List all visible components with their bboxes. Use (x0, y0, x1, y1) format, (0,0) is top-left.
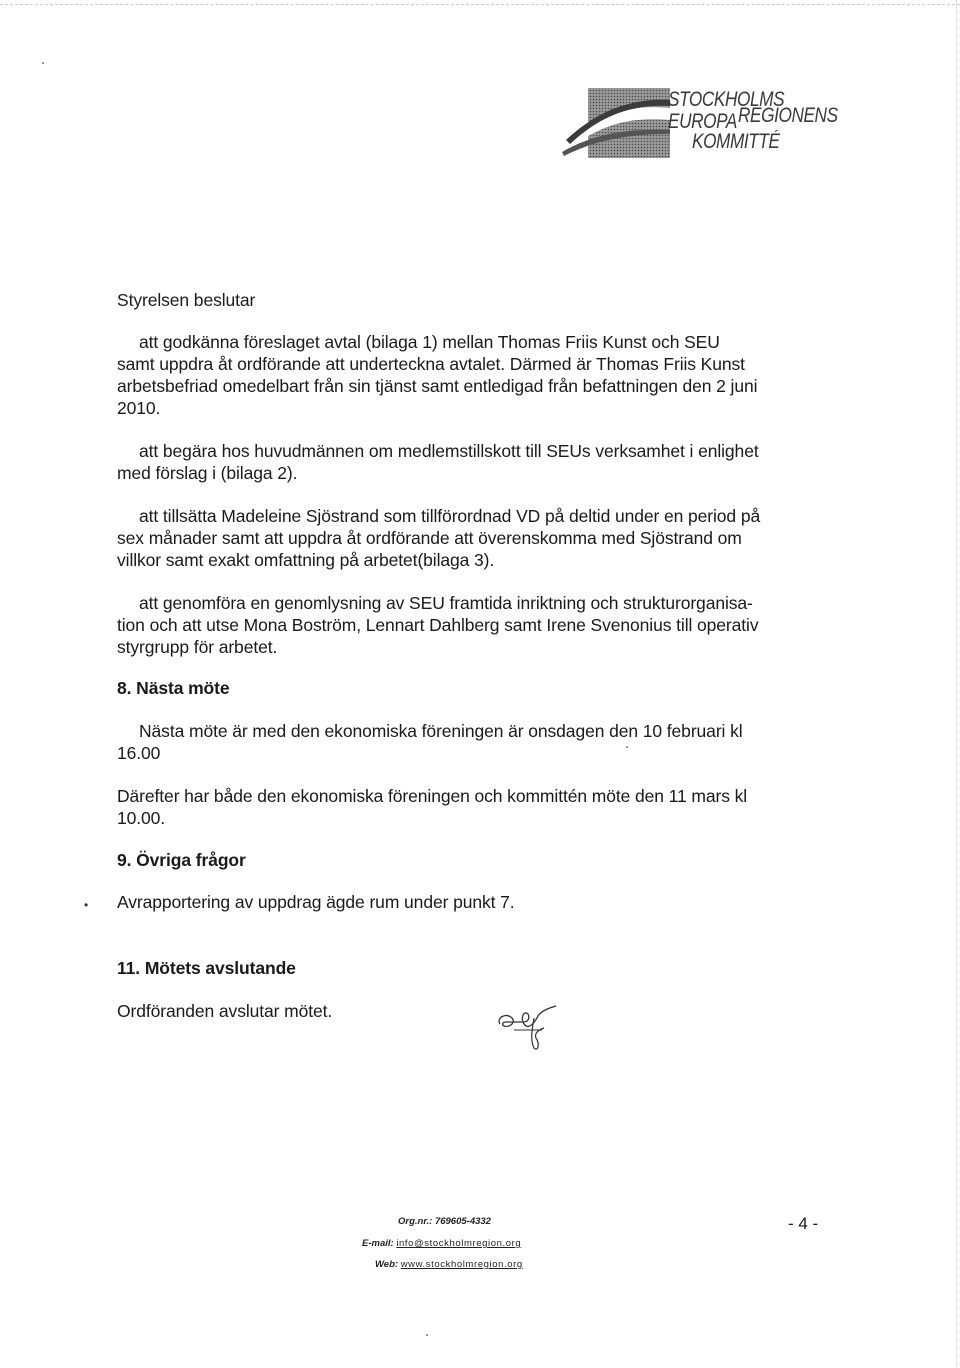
footer-web-link[interactable]: www.stockholmregion.org (400, 1259, 523, 1270)
footer-org-number (398, 1216, 491, 1227)
section-8-paragraph-1-line-2: 16.00 (117, 743, 161, 763)
decision-4-line-3: styrgrupp för arbetet. (117, 637, 278, 657)
decision-1-line-1: att godkänna föreslaget avtal (bilaga 1) mellan Thomas Friis Kunst och SEU (139, 332, 720, 352)
section-11-heading: 11. Mötets avslutande (117, 958, 296, 978)
decision-3-line-3: villkor samt exakt omfattning på arbetet(bilaga 3). (117, 550, 495, 570)
decision-2-line-1: att begära hos huvudmännen om medlemstillskott till SEUs verksamhet i enlighet (139, 441, 759, 461)
logo-mark-icon (562, 86, 672, 164)
decision-heading: Styrelsen beslutar (117, 290, 256, 310)
footer-web-label: Web: (375, 1259, 399, 1270)
footer-email (362, 1238, 521, 1249)
footer-org-label: Org.nr.: (398, 1216, 433, 1227)
logo-text-line2b: REGIONENS (738, 104, 838, 127)
section-8-paragraph-2-line-1: Därefter har både den ekonomiska föreningen och kommittén möte den 11 mars kl (117, 786, 748, 806)
page-top-edge (0, 4, 960, 5)
footer-email-link[interactable]: info@stockholmregion.org (396, 1238, 522, 1249)
footer-web (375, 1259, 523, 1270)
margin-mark: • (84, 898, 89, 912)
decision-1-line-2: samt uppdra åt ordförande att underteckna avtalet. Därmed är Thomas Friis Kunst (117, 354, 745, 374)
organization-logo (562, 86, 838, 164)
decision-3-line-1: att tillsätta Madeleine Sjöstrand som tillförordnad VD på deltid under en period på (139, 506, 761, 526)
logo-text-line1: STOCKHOLMS (668, 88, 785, 111)
footer-email-label: E-mail: (362, 1238, 394, 1249)
decision-1-line-3: arbetsbefriad omedelbart från sin tjänst samt entledigad från befattningen den 2 juni (117, 376, 758, 396)
scan-speck (42, 62, 44, 64)
logo-text-line3: KOMMITTÉ (692, 130, 780, 153)
section-8-paragraph-2-line-2: 10.00. (117, 808, 166, 828)
decision-3-line-2: sex månader samt att uppdra åt ordförande att överenskomma med Sjöstrand om (117, 528, 742, 548)
section-9-heading: 9. Övriga frågor (117, 850, 246, 870)
section-9-text: Avrapportering av uppdrag ägde rum under punkt 7. (117, 892, 515, 912)
section-11-text: Ordföranden avslutar mötet. (117, 1001, 333, 1021)
scan-speck (426, 1334, 428, 1336)
footer-org-value: 769605-4332 (434, 1216, 491, 1227)
decision-1-line-4: 2010. (117, 398, 161, 418)
page-right-edge (956, 0, 957, 1368)
logo-text-line2a: EUROPA (668, 110, 737, 133)
scan-speck (626, 746, 628, 748)
section-8-paragraph-1-line-1: Nästa möte är med den ekonomiska föreningen är onsdagen den 10 februari kl (139, 721, 743, 741)
decision-4-line-2: tion och att utse Mona Boström, Lennart Dahlberg samt Irene Svenonius till operativ (117, 615, 759, 635)
decision-4-line-1: att genomföra en genomlysning av SEU framtida inriktning och strukturorganisa- (139, 593, 753, 613)
signature-icon (494, 1000, 568, 1052)
decision-2-line-2: med förslag i (bilaga 2). (117, 463, 298, 483)
page-number: - 4 - (788, 1214, 819, 1233)
section-8-heading: 8. Nästa möte (117, 678, 230, 698)
